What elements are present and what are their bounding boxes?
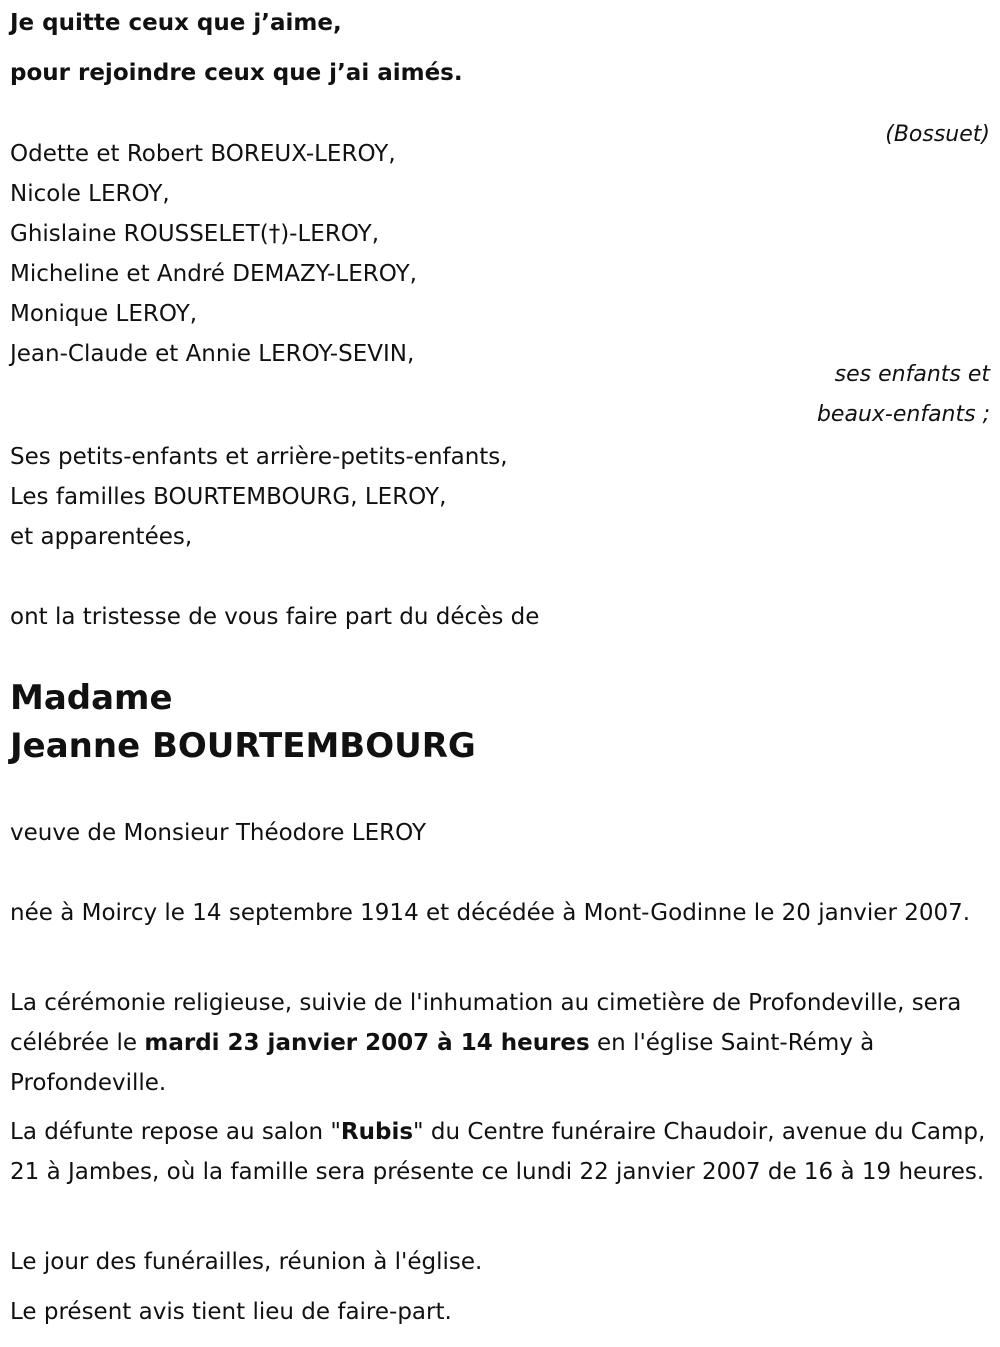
ceremony-text-before: La cérémonie religieuse, suivie de l'inhumation au cimetière de Profondeville, sera célébrée le [10,990,962,1056]
birth-death: née à Moircy le 14 septembre 1914 et décédée à Mont-Godinne le 20 janvier 2007. [10,900,971,926]
quote-author: (Bossuet) [885,122,990,147]
family-member: Odette et Robert BOREUX-LEROY, [10,141,396,167]
family-member: Jean-Claude et Annie LEROY-SEVIN, [10,341,415,367]
viewing-paragraph [10,1112,990,1192]
family-member: Ghislaine ROUSSELET(†)-LEROY, [10,221,380,247]
ceremony-text-after: en l'église Saint-Rémy à Profondeville. [10,1030,875,1096]
family-other: Ses petits-enfants et arrière-petits-enfants, [10,444,508,470]
family-member: Monique LEROY, [10,301,198,327]
meeting-note: Le jour des funérailles, réunion à l'église. [10,1249,483,1275]
family-member: Nicole LEROY, [10,181,170,207]
deceased-title: Madame [10,678,173,718]
family-other: Les familles BOURTEMBOURG, LEROY, [10,484,447,510]
relation-line-2: beaux-enfants ; [816,402,990,427]
ceremony-date: mardi 23 janvier 2007 à 14 heures [144,1030,590,1056]
widow-of: veuve de Monsieur Théodore LEROY [10,820,426,846]
notice-note: Le présent avis tient lieu de faire-part. [10,1299,452,1325]
family-member: Micheline et André DEMAZY-LEROY, [10,261,417,287]
family-other: et apparentées, [10,524,193,550]
relation-line-1: ses enfants et [834,362,990,387]
ceremony-paragraph [10,983,990,1103]
quote-line-2: pour rejoindre ceux que j’ai aimés. [10,60,463,86]
announcement: ont la tristesse de vous faire part du décès de [10,604,540,630]
viewing-text-after: " du Centre funéraire Chaudoir, avenue du Camp, 21 à Jambes, où la famille sera présente ce lundi 22 janvier 2007 de 16 à 19 heures. [10,1119,986,1185]
viewing-text-before: La défunte repose au salon " [10,1119,341,1145]
deceased-name: Jeanne BOURTEMBOURG [10,726,476,766]
quote-line-1: Je quitte ceux que j’aime, [10,10,342,36]
salon-name: Rubis [340,1119,414,1145]
